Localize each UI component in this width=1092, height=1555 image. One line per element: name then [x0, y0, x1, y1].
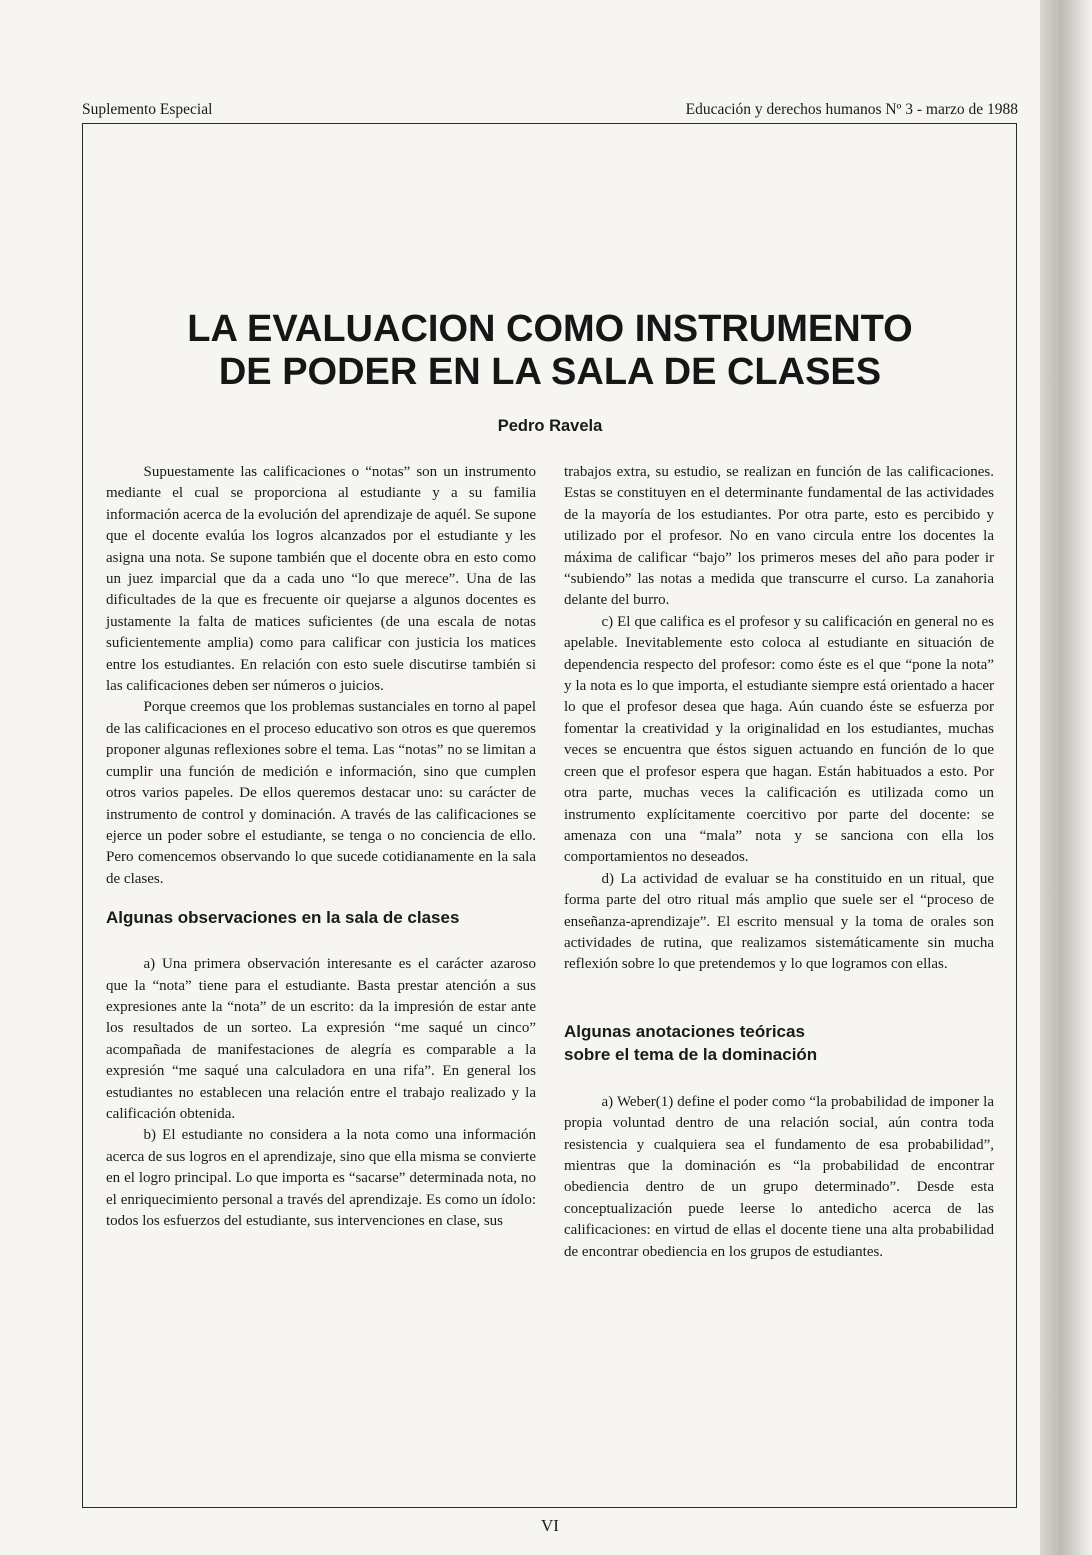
running-header — [82, 101, 1018, 119]
header-left: Suplemento Especial — [82, 101, 213, 118]
article-author: Pedro Ravela — [497, 417, 603, 435]
paragraph-b-continued: trabajos extra, su estudio, se realizan en función de las calificaciones. Estas se constituyen en el determinante fundamental de las actividades de la mayoría de los estudiantes. Por otra parte, esto es percibido y utilizado por el profesor. No en vano circula entre los docentes la máxima de calificar “bajo” los primeros meses del año para poder ir “subiendo” las notas a medida que transcurre el curso. La zanahoria delante del burro. — [564, 464, 994, 609]
paragraph-a: a) Una primera observación interesante es el carácter azaroso que la “nota” tiene para el estudiante. Basta prestar atención a sus expresiones ante la “nota” de un escrito: da la impresión de estar ante los resultados de un sorteo. La expresión “me saqué un cinco” acompañada de manifestaciones de alegría es comparable a la expresión “me saqué una calculadora en una rifa”. En general los estudiantes no establecen una relación entre el trabajo realizado y la calificación obtenida. — [106, 956, 536, 1122]
right-column — [564, 462, 994, 1263]
heading-line-1: Algunas anotaciones teóricas — [564, 1021, 805, 1041]
paragraph-b: b) El estudiante no considera a la nota como una información acerca de sus logros en el aprendizaje, sino que ella misma se convierte en el logro principal. Lo que importa es “sacarse” determinada nota, no el enriquecimiento personal a través del aprendizaje. Es como un ídolo: todos los esfuerzos del estudiante, sus intervenciones en clase, sus — [106, 1127, 536, 1229]
paragraph-proposal: Porque creemos que los problemas sustanciales en torno al papel de las calificaciones en el proceso educativo son otros es que queremos proponer algunas reflexiones sobre el tema. Las “notas” no se limitan a cumplir una función de medición e información, sino que cumplen otros varios papeles. De ellos queremos destacar uno: su carácter de instrumento de control y dominación. A través de las calificaciones se ejerce un poder sobre el estudiante, se tenga o no conciencia de ello. Pero comencemos observando lo que sucede cotidianamente en la sala de clases. — [106, 699, 536, 887]
page-number: VI — [541, 1516, 559, 1535]
left-column — [106, 462, 536, 1232]
title-line-1: LA EVALUACION COMO INSTRUMENTO — [187, 308, 913, 350]
section-heading-observaciones: Algunas observaciones en la sala de clases — [106, 908, 460, 928]
section-heading-anotaciones — [564, 1020, 994, 1066]
paragraph-intro: Supuestamente las calificaciones o “notas” son un instrumento mediante el cual se proporciona al estudiante y a su familia información acerca de la evolución del aprendizaje de aquél. Se supone que el docente evalúa los logros alcanzados por el estudiante y les asigna una nota. Se supone también que el docente obra en esto como un juez imparcial que da a cada uno “lo que merece”. Una de las dificultades de la que es frecuente oir quejarse a algunos docentes es justamente la falta de matices suficientes (de una escala de notas suficientemente amplia) como para calificar con justicia los matices entre los estudiantes. En relación con esto suele discutirse también si las calificaciones deben ser números o juicios. — [106, 464, 536, 695]
header-right: Educación y derechos humanos Nº 3 - marzo de 1988 — [685, 101, 1018, 118]
title-line-2: DE PODER EN LA SALA DE CLASES — [218, 351, 882, 393]
paragraph-d: d) La actividad de evaluar se ha constituido en un ritual, que forma parte del otro ritual más amplio que suele ser el “proceso de enseñanza-aprendizaje”. El escrito mensual y la toma de orales son actividades de rutina, que realizamos sistemáticamente sin mucha reflexión sobre lo que pretendemos y lo que logramos con ellas. — [564, 870, 994, 973]
page-edge-shadow — [1040, 0, 1092, 1555]
article-title — [82, 308, 1018, 394]
paragraph-c: c) El que califica es el profesor y su calificación en general no es apelable. Inevitablemente esto coloca al estudiante en situación de dependencia respecto del profesor: como éste es el que “pone la nota” y la nota es lo que importa, el estudiante siempre está orientado a hacer lo que el profesor desea que haga. Aún cuando éste se esfuerza por fomentar la creatividad y la originalidad en los estudiantes, muchas veces se encuentra que éstos siguen actuando en función de lo que creen que el profesor espera que hagan. Están habituados a esto. Por otra parte, muchas veces la calificación es utilizada como un instrumento explícitamente coercitivo por parte del docente: se amenaza con una “mala” nota y se sanciona con ella los comportamientos no deseados. — [564, 613, 994, 866]
heading-line-2: sobre el tema de la dominación — [564, 1044, 818, 1064]
paragraph-weber: a) Weber(1) define el poder como “la probabilidad de imponer la propia voluntad dentro de una relación social, aún contra toda resistencia y cualquiera sea el fundamento de esa probabilidad”, mientras que la dominación es “la probabilidad de encontrar obediencia dentro de un grupo determinado”. Desde esta conceptualización puede leerse lo antedicho acerca de las calificaciones: en virtud de ellas el docente tiene una alta probabilidad de encontrar obediencia en los grupos de estudiantes. — [564, 1093, 994, 1260]
